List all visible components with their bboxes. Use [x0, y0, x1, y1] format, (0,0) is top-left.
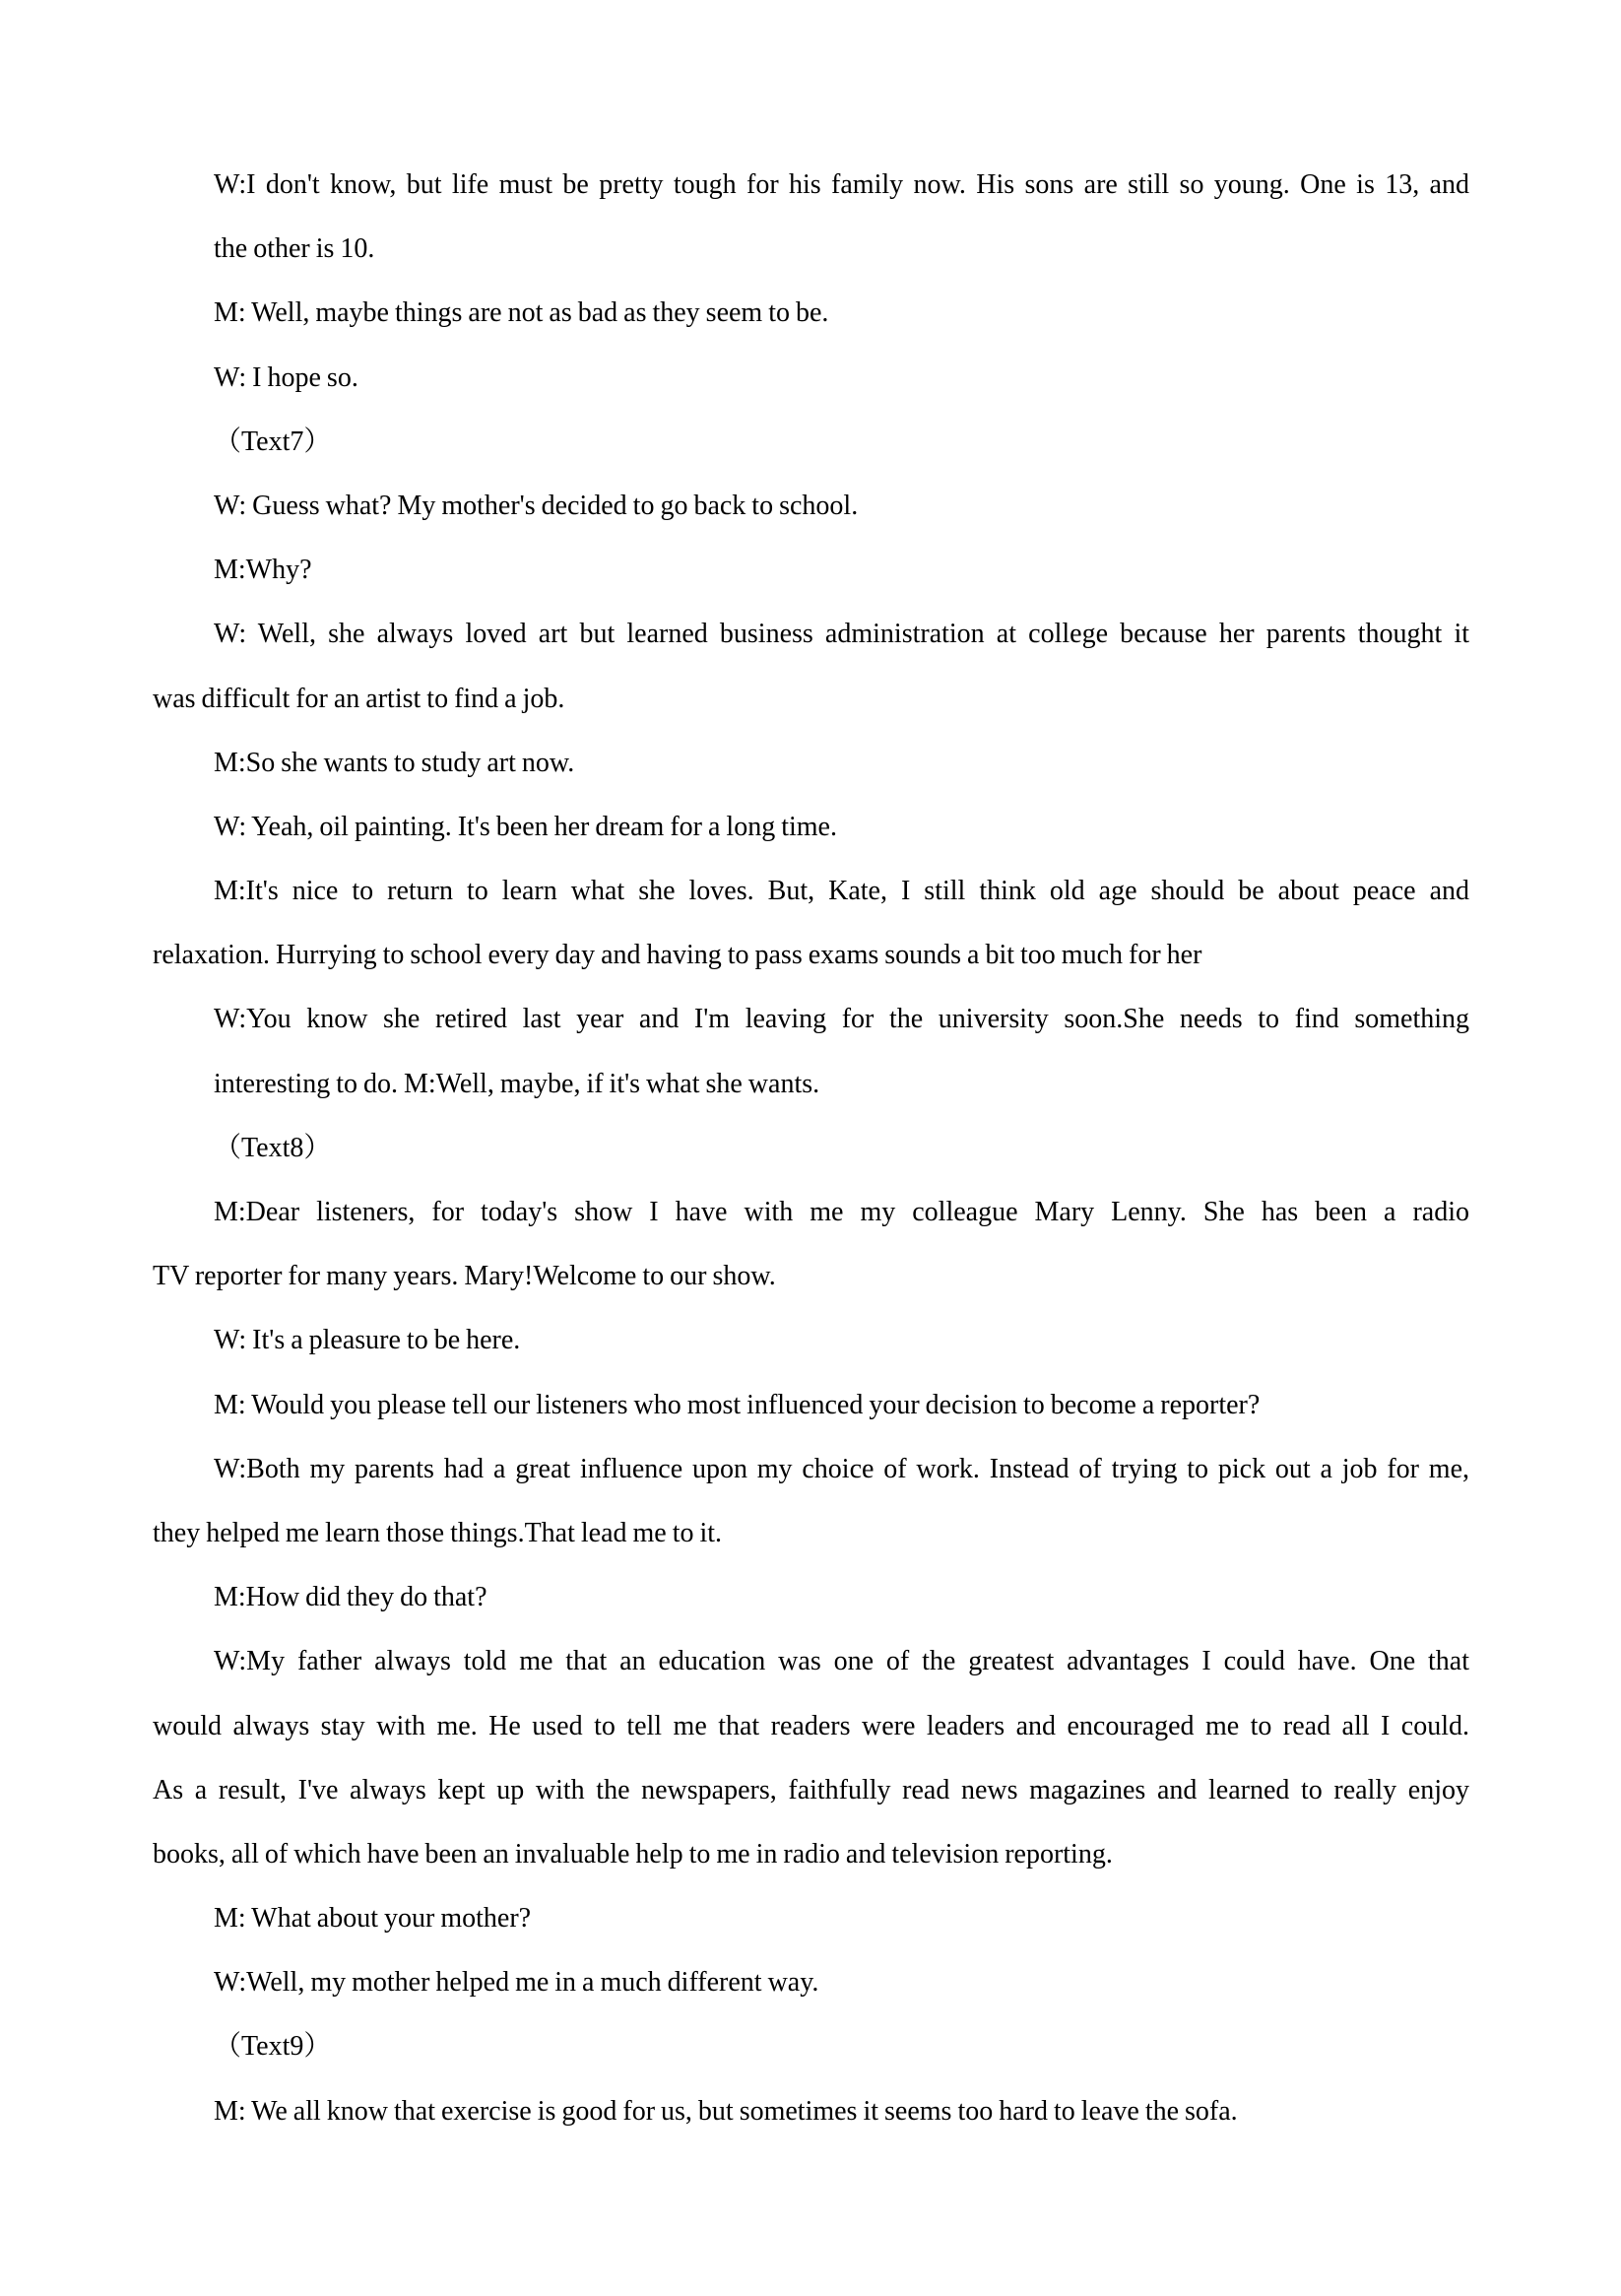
transcript-line: TV reporter for many years. Mary!Welcome to our show. [153, 1261, 776, 1292]
transcript-line: As a result, I've always kept up with the newspapers, faithfully read news magazines and learned to really enjoy [153, 1774, 1469, 1805]
transcript-line: would always stay with me. He used to tell me that readers were leaders and encouraged me to read all I could. [153, 1710, 1469, 1741]
transcript-line: W:I don't know, but life must be pretty tough for his family now. His sons are still so young. One is 13, and [214, 169, 1469, 200]
transcript-line: M:Dear listeners, for today's show I have with me my colleague Mary Lenny. She has been a radio [214, 1197, 1469, 1227]
transcript-line: they helped me learn those things.That lead me to it. [153, 1517, 723, 1548]
transcript-line: （Text7） [214, 426, 332, 457]
transcript-line: M:Why? [214, 555, 312, 586]
transcript-line: M:So she wants to study art now. [214, 747, 575, 778]
transcript-line: M:It's nice to return to learn what she loves. But, Kate, I still think old age should be about peace and [214, 876, 1469, 907]
transcript-line: W: Yeah, oil painting. It's been her dream for a long time. [214, 811, 837, 842]
transcript-line: was difficult for an artist to find a job. [153, 683, 565, 714]
transcript-line: interesting to do. M:Well, maybe, if it's what she wants. [214, 1068, 820, 1099]
transcript-line: W: It's a pleasure to be here. [214, 1325, 521, 1356]
transcript-line: （Text9） [214, 2031, 332, 2063]
transcript-line: （Text8） [214, 1132, 332, 1163]
transcript-line: W: Guess what? My mother's decided to go back to school. [214, 490, 859, 521]
transcript-body [153, 153, 1469, 2143]
transcript-line: M: Well, maybe things are not as bad as they seem to be. [214, 297, 829, 329]
transcript-line: W: Well, she always loved art but learned business administration at college because her parents thought it [214, 619, 1469, 650]
transcript-line: relaxation. Hurrying to school every day and having to pass exams sounds a bit too much for her [153, 940, 1202, 971]
transcript-line: W: I hope so. [214, 361, 358, 393]
transcript-line: books, all of which have been an invaluable help to me in radio and television reporting. [153, 1838, 1113, 1870]
transcript-line: M:How did they do that? [214, 1582, 487, 1613]
transcript-line: the other is 10. [214, 233, 375, 265]
transcript-line: M: We all know that exercise is good for us, but sometimes it seems too hard to leave the sofa. [214, 2095, 1238, 2127]
transcript-line: W:Both my parents had a great influence upon my choice of work. Instead of trying to pick out a job for me, [214, 1453, 1469, 1484]
transcript-line: M: Would you please tell our listeners who most influenced your decision to become a reporter? [214, 1389, 1261, 1420]
transcript-line: M: What about your mother? [214, 1903, 532, 1935]
transcript-line: W:You know she retired last year and I'm leaving for the university soon.She needs to find something [214, 1004, 1469, 1035]
transcript-line: W:Well, my mother helped me in a much different way. [214, 1967, 819, 1999]
transcript-line: W:My father always told me that an education was one of the greatest advantages I could have. One that [214, 1646, 1469, 1677]
